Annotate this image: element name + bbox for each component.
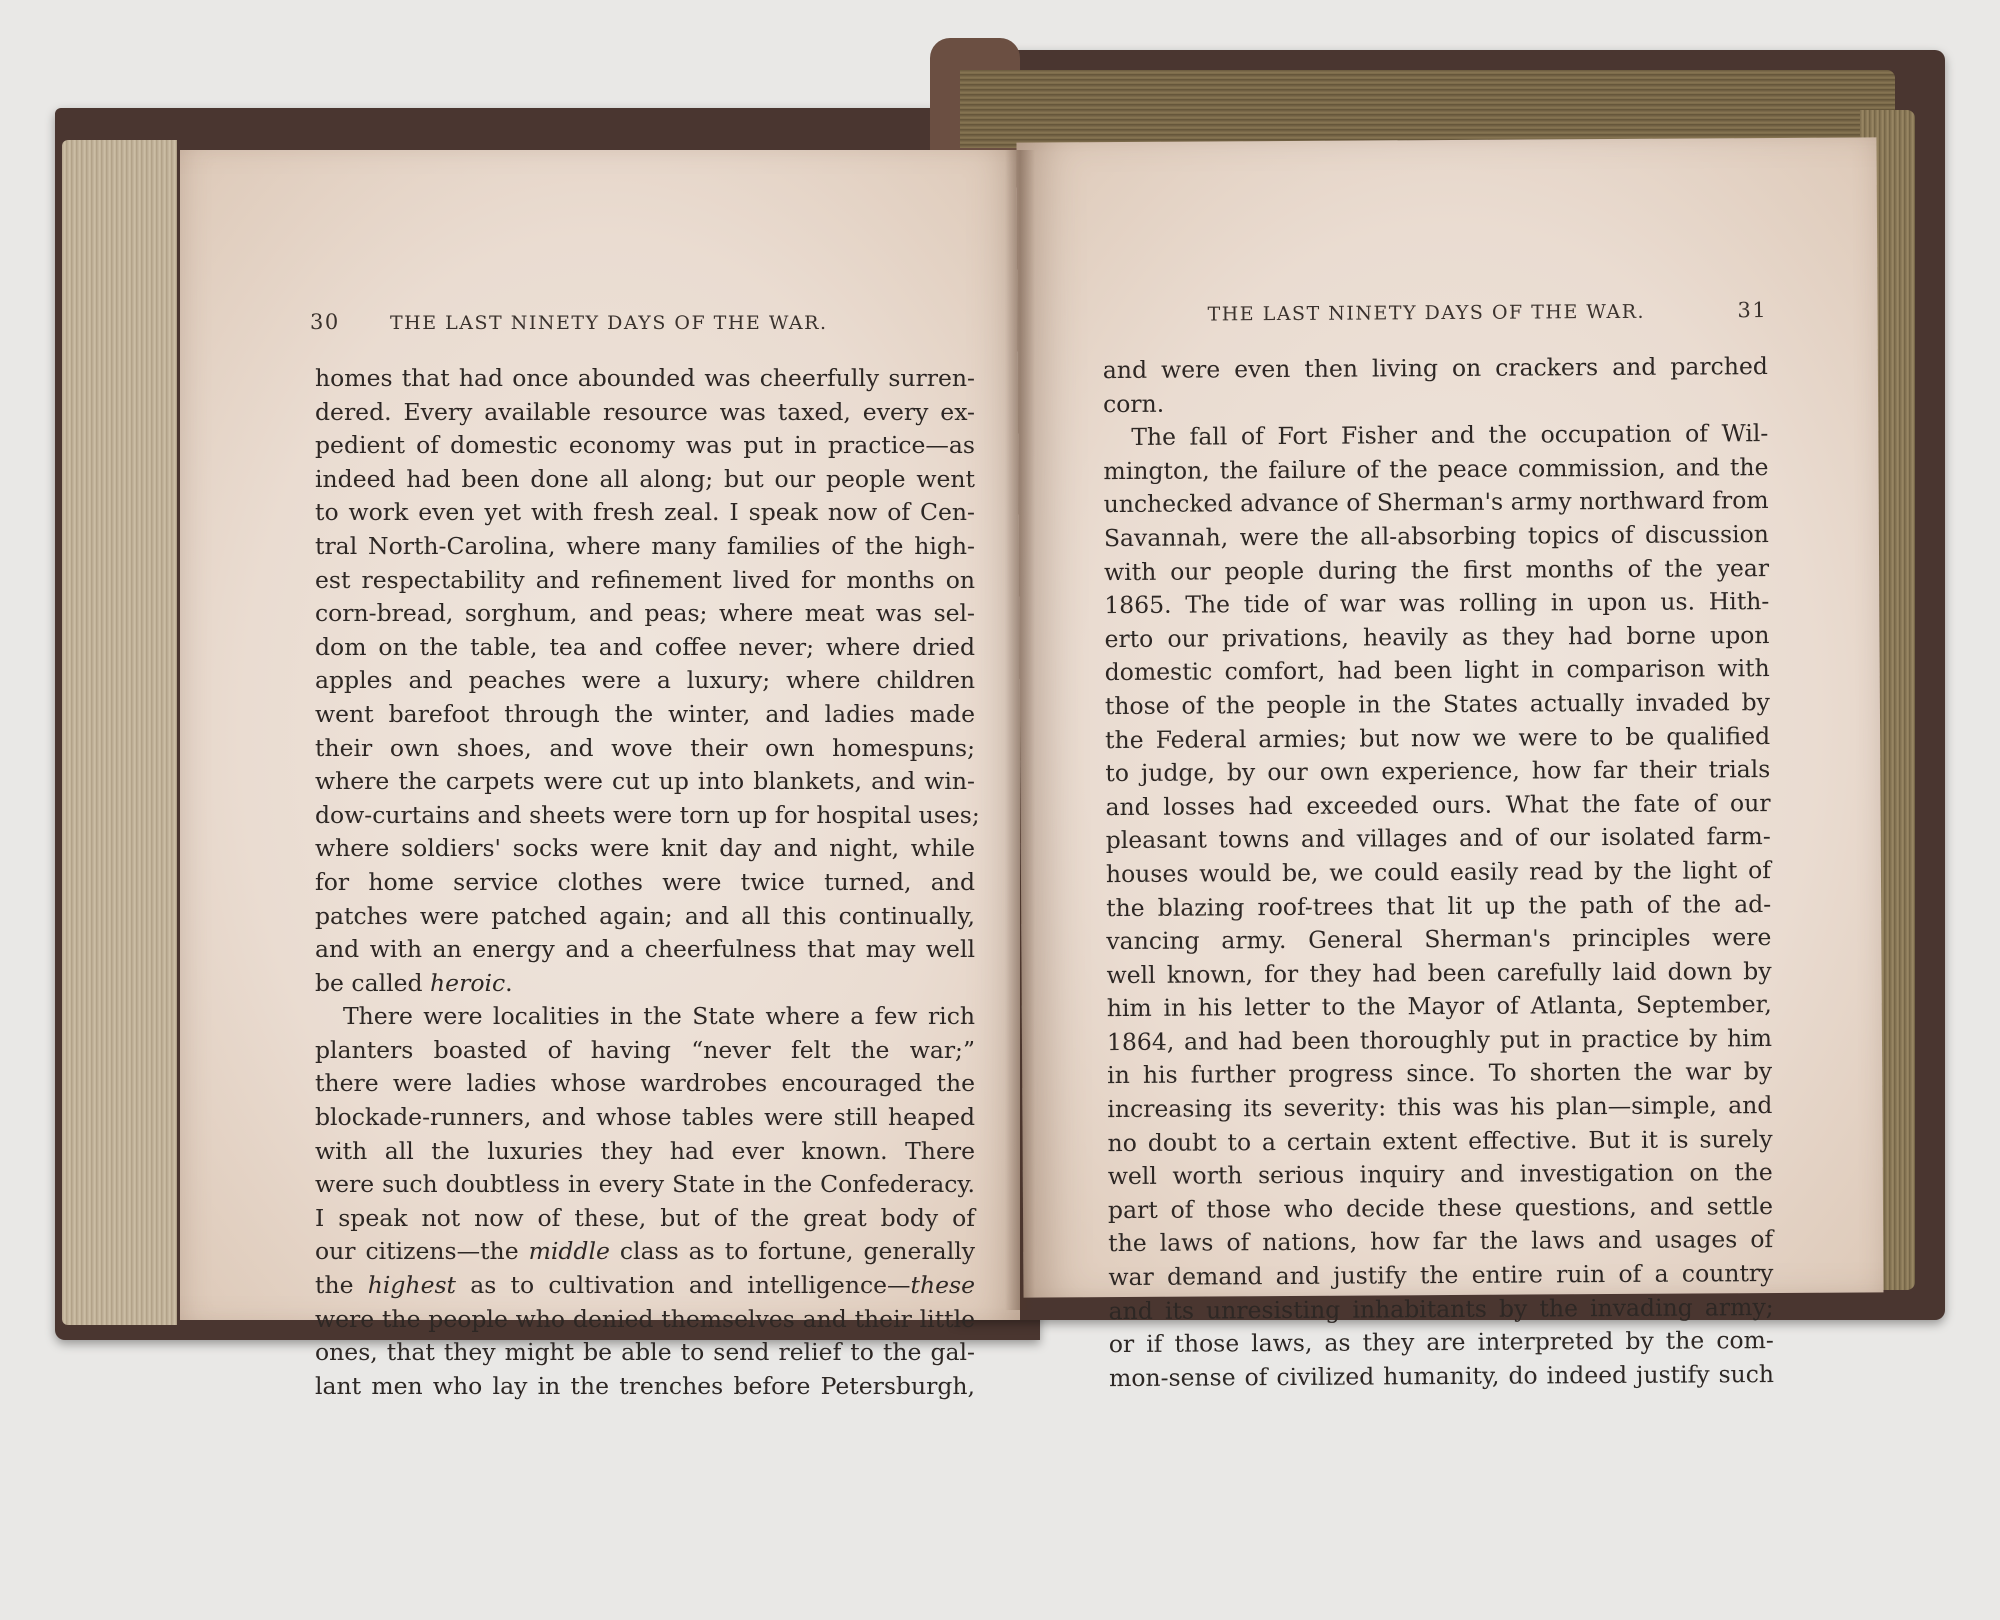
text-line: and with an energy and a cheerfulness that may well — [315, 935, 975, 964]
text-line: Savannah, were the all-absorbing topics of discussion — [1103, 520, 1769, 553]
right-page-text — [1103, 350, 1774, 1395]
text-line: to judge, by our own experience, how far their trials — [1105, 755, 1771, 788]
text-line: were the people who denied themselves and their little — [315, 1304, 975, 1333]
text-line: no doubt to a certain extent effective. But it is surely — [1107, 1124, 1773, 1157]
text-fragment: . — [505, 968, 513, 997]
text-line: well known, for they had been carefully laid down by — [1106, 956, 1772, 989]
text-line: pedient of domestic economy was put in practice—as — [315, 431, 975, 460]
left-paragraph-2 — [315, 1000, 975, 1403]
text-line: part of those who decide these questions, and settle — [1107, 1191, 1774, 1224]
text-line: unchecked advance of Sherman's army northward from — [1103, 486, 1769, 519]
text-line: apples and peaches were a luxury; where children — [315, 666, 975, 695]
text-line: in his further progress since. To shorten the war by — [1107, 1057, 1773, 1090]
text-fragment: be called — [315, 968, 431, 997]
text-line: corn. — [1102, 389, 1165, 418]
text-line: houses would be, we could easily read by the light of — [1105, 855, 1772, 889]
text-line: vancing army. General Sherman's principles were — [1106, 923, 1772, 956]
left-page-edges — [62, 140, 177, 1325]
text-line: planters boasted of having “never felt the war;” — [315, 1035, 975, 1064]
text-fragment: class as to fortune, generally — [609, 1237, 975, 1266]
text-line: ones, that they might be able to send relief to the gal- — [315, 1338, 975, 1367]
text-line: dow-curtains and sheets were torn up for hospital uses; — [315, 800, 980, 829]
text-line: erto our privations, heavily as they had borne upon — [1104, 620, 1770, 653]
text-line: lant men who lay in the trenches before Petersburgh, — [315, 1371, 975, 1400]
text-line: corn-bread, sorghum, and peas; where meat was sel- — [315, 599, 975, 628]
text-line: there were ladies whose wardrobes encouraged the — [315, 1069, 975, 1098]
text-line: where the carpets were cut up into blankets, and win- — [315, 767, 975, 796]
text-line: went barefoot through the winter, and ladies made — [315, 699, 975, 728]
text-line: him in his letter to the Mayor of Atlanta, September, — [1106, 990, 1772, 1023]
right-top-page-edges — [960, 70, 1895, 148]
gutter-shadow — [1005, 150, 1035, 1310]
italic-word: these — [910, 1271, 975, 1300]
text-line: to work even yet with fresh zeal. I speak now of Cen- — [315, 498, 975, 527]
text-line: with our people during the first months of the year — [1104, 553, 1770, 586]
text-line: were such doubtless in every State in the Confederacy. — [315, 1170, 975, 1199]
right-paragraph-2 — [1103, 417, 1774, 1395]
text-line: homes that had once abounded was cheerfully surren- — [315, 364, 975, 392]
text-line: or if those laws, as they are interpreted by the com- — [1108, 1326, 1774, 1359]
text-line: and losses had exceeded ours. What the fate of our — [1105, 788, 1771, 821]
text-line: 1864, and had been thoroughly put in practice by him — [1106, 1023, 1773, 1056]
text-line: There were localities in the State where a few rich — [343, 1002, 975, 1031]
text-line: I speak not now of these, but of the great body of — [315, 1203, 975, 1232]
right-running-title: THE LAST NINETY DAYS OF THE WAR. — [1207, 300, 1646, 326]
text-line: their own shoes, and wove their own homespuns; — [315, 733, 975, 762]
text-line: blockade-runners, and whose tables were still heaped — [315, 1103, 975, 1132]
left-page — [180, 150, 1020, 1400]
text-line: pleasant towns and villages and of our isolated farm- — [1105, 822, 1771, 855]
text-line: The fall of Fort Fisher and the occupation of Wil- — [1131, 419, 1769, 452]
text-line — [315, 1269, 975, 1303]
text-line: with all the luxuries they had ever known. There — [315, 1136, 975, 1165]
italic-word: heroic — [430, 968, 506, 997]
text-fragment: the — [315, 1271, 368, 1300]
right-paragraph-1 — [1103, 350, 1768, 421]
text-line: for home service clothes were twice turned, and — [315, 867, 975, 896]
text-line: mon-sense of civilized humanity, do indeed justify such — [1108, 1359, 1775, 1392]
text-line: est respectability and refinement lived for months on — [315, 565, 975, 594]
italic-word: highest — [367, 1271, 456, 1300]
right-page-header — [1207, 298, 1777, 326]
text-line: 1865. The tide of war was rolling in upon us. Hith- — [1104, 587, 1770, 620]
left-paragraph-1 — [315, 362, 980, 1000]
text-line: dom on the table, tea and coffee never; where dried — [315, 632, 975, 661]
text-line: indeed had been done all along; but our people went — [315, 464, 975, 493]
text-line: well worth serious inquiry and investigation on the — [1107, 1158, 1773, 1191]
left-running-title: THE LAST NINETY DAYS OF THE WAR. — [390, 312, 828, 334]
text-fragment: our citizens—the — [315, 1237, 529, 1266]
text-line — [315, 967, 975, 1001]
text-line — [315, 1235, 975, 1269]
text-line: the Federal armies; but now we were to be qualified — [1105, 721, 1771, 754]
text-line: dered. Every available resource was taxed, every ex- — [315, 397, 975, 426]
text-line: the blazing roof-trees that lit up the path of the ad- — [1106, 889, 1772, 922]
left-page-header — [310, 310, 910, 334]
text-line: increasing its severity: this was his plan—simple, and — [1107, 1091, 1773, 1124]
text-line: where soldiers' socks were knit day and night, while — [315, 834, 975, 863]
italic-word: middle — [528, 1237, 610, 1266]
text-fragment: as to cultivation and intelligence— — [455, 1271, 911, 1300]
text-line: tral North-Carolina, where many families of the high- — [315, 531, 975, 560]
right-page — [1016, 137, 1883, 1392]
text-line: the laws of nations, how far the laws and usages of — [1108, 1225, 1774, 1258]
text-line: and were even then living on crackers and parched — [1102, 352, 1768, 385]
text-line: and its unresisting inhabitants by the invading army; — [1108, 1292, 1774, 1325]
text-line: mington, the failure of the peace commission, and the — [1103, 452, 1769, 485]
right-page-number: 31 — [1737, 298, 1768, 323]
text-line: domestic comfort, had been light in comparison with — [1104, 654, 1770, 687]
left-page-text — [315, 362, 980, 1403]
text-line: those of the people in the States actually invaded by — [1104, 687, 1770, 721]
left-page-number: 30 — [310, 310, 340, 334]
text-line: patches were patched again; and all this continually, — [315, 901, 975, 930]
text-line: war demand and justify the entire ruin of a country — [1108, 1259, 1774, 1292]
